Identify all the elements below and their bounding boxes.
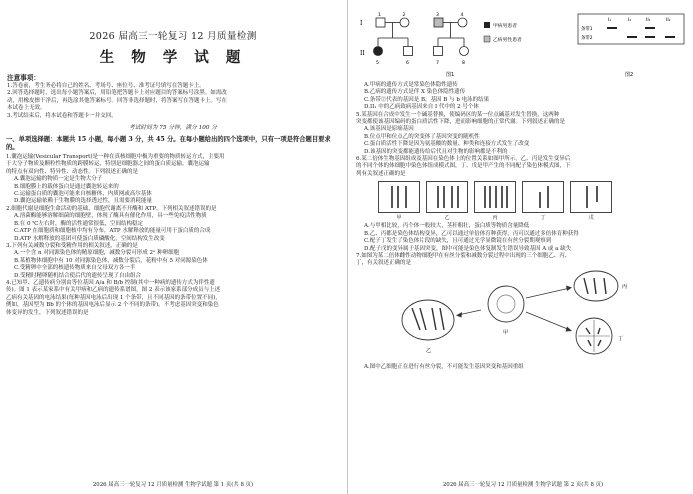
- cell-label: 丙: [492, 215, 498, 222]
- question-1: [6, 154, 340, 206]
- page-1: [6, 6, 340, 490]
- option-a: A.甲病的遗传方式是常染色体隐性遗传: [364, 82, 458, 88]
- arrow: [526, 312, 570, 330]
- electrophoresis-figure: [570, 8, 690, 80]
- member-number: 4: [460, 13, 464, 18]
- option-b: B.乙病的遗传方式是伴 X 染色体隐性遗传: [364, 89, 466, 96]
- chromosome: [484, 186, 486, 208]
- option-c: C.运输蛋白质的囊泡可能来自核糖体、内质网或高尔基体: [14, 191, 152, 198]
- pedigree-figure: [356, 8, 546, 80]
- option-c: C.配子丁发生了染色体片段的缺失，且可通过光学显微镜在有丝分裂期观察到: [364, 238, 552, 245]
- option-a: A.图中乙细胞正在进行有丝分裂，不可能发生基因突变和基因重组: [364, 363, 524, 370]
- question-stem: 传)。图 1 表示某家系中有关甲病和乙病的遗传系谱图，图 2 表示该家系部分成员与上述: [6, 287, 221, 294]
- chromosome: [437, 186, 439, 208]
- arrow-head: [456, 312, 462, 318]
- chromosome: [495, 186, 497, 208]
- cell-box: [474, 181, 516, 213]
- note-line: 1.答卷前，考生务必将自己的姓名、考场号、座位号、准考证号填写在答题卡上。: [7, 83, 205, 89]
- option-c: C.受精卵中全部的核遗传物质来自父母双方各一半: [14, 265, 136, 272]
- note-line: 2.回答选择题时，选出每小题答案后，用铅笔把答题卡上对应题目的答案标号涂黑。如需改: [7, 90, 227, 97]
- question-stem: 突变都使该基因编码的蛋白质活性下降，进而影响细胞的正常代谢。下列叙述正确的是: [356, 119, 566, 126]
- question-4: [6, 280, 340, 317]
- cell-figure: [570, 181, 612, 221]
- pedigree-male-affected: [434, 18, 443, 27]
- option-d: D.该基因的突变都能遗传给后代且对生物的影响都是不利的: [364, 148, 508, 155]
- gel-band: [645, 27, 655, 29]
- question-stem: 体变异的发生，下列叙述错误的是: [6, 309, 89, 316]
- chromosome: [586, 186, 588, 208]
- chromosome: [391, 186, 393, 208]
- column-label: I₂: [628, 18, 632, 23]
- question-stem: 4.已知甲、乙遗传病分别由等位基因 A/a 和 B/b 控制(其中一种病的遗传方式为伴性遗: [6, 279, 215, 286]
- option-b: B.在 0 ℃左右时，酶的活性通常很低，空间结构稳定: [14, 220, 143, 227]
- chromosome: [539, 192, 541, 208]
- page-footer: 2026 届高三一轮复习 12 月质量检测 生物学试题 第 2 页(共 8 页): [442, 482, 604, 488]
- arrow: [526, 288, 570, 298]
- cell-label: 甲: [396, 215, 402, 222]
- option-c: C.蛋白质活性下降是因为氨基酸的数量、种类和连接方式发生了改变: [364, 141, 530, 148]
- cell-outline: [488, 286, 524, 322]
- figure-caption: 图2: [625, 72, 634, 78]
- option-a: A.溶菌酶能够溶解细菌的细胞壁，体现了酶具有催化作用，具一些免疫活性物质: [14, 213, 207, 220]
- arrow-head: [566, 326, 573, 331]
- page-2: [356, 6, 690, 490]
- chromosome: [405, 186, 407, 208]
- question-stem: 的不同个体的体细胞中染色体组成模式图，丁、戊是甲产生的不同配子染色体模式图，下: [356, 163, 571, 170]
- cell-label: 甲: [503, 329, 509, 336]
- pedigree-female: [460, 47, 469, 56]
- member-number: 2: [402, 13, 406, 18]
- column-label: II₁: [646, 18, 651, 23]
- option-c: C.条带②代表的基因是 B，基因 B 与 b 电泳的结果: [364, 96, 490, 103]
- option-d: D.ATP 水解释放的基团可使蛋白质磷酸化，空间结构发生改变: [14, 235, 165, 242]
- pedigree-female-affected: [374, 47, 383, 56]
- chromosome: [489, 186, 491, 208]
- member-number: 8: [462, 61, 465, 66]
- question-stem: 列有关叙述正确的是: [356, 170, 406, 177]
- option-a: A.与甲相比较，丙个体一般较大，茎秆粗壮，蛋白质等物质含量降低: [364, 223, 530, 230]
- cell-box: [570, 181, 612, 213]
- cell-label: 乙: [444, 215, 450, 222]
- question-stem: 5.某基因在合成中发生一个碱基替换，使编码区的某一位点碱基对发生替换，这两种: [356, 111, 560, 118]
- note-line: 动，用橡皮擦干净后，再选涂其他答案标号。回答非选择题时，将答案写在答题卡上。写在: [7, 97, 228, 104]
- question-4-options: [356, 82, 690, 112]
- cell-label: 丁: [618, 335, 624, 342]
- question-6: [356, 156, 690, 253]
- chromosome: [596, 186, 598, 202]
- option-d: D.囊泡运输依赖于生物膜的选择透过性，且需要消耗能量: [14, 198, 152, 205]
- legend-label: 甲病男患者: [493, 24, 517, 29]
- cell-figure: [426, 181, 468, 221]
- cell-figure: [378, 181, 420, 221]
- question-2: [6, 206, 340, 243]
- question-stem: 1.囊泡运输(Vesicular Transport)是一种在真核细胞中极为重要的物质转运方式，主要用: [6, 154, 225, 161]
- pedigree-male: [434, 47, 443, 56]
- option-b: B.细胞膜上的载体蛋白是通过囊泡转运来的: [14, 183, 119, 190]
- cell-box: [426, 181, 468, 213]
- question-stem: 的特点有双向性、特异性、动态性。下列叙述正确的是: [6, 168, 139, 175]
- member-number: 1: [378, 13, 381, 18]
- question-stem: 于大分子物质及颗粒性物质的跨膜转运，特别是细胞器之间的蛋白质运输。囊泡运输: [6, 161, 210, 168]
- member-number: 5: [376, 61, 379, 66]
- cell-label: 乙: [426, 347, 432, 354]
- figure-caption: 图1: [446, 72, 455, 78]
- chromosome: [501, 186, 503, 208]
- chromosome-figures: [378, 181, 690, 221]
- page-footer: 2026 届高三一轮复习 12 月质量检测 生物学试题 第 1 页(共 8 页): [92, 482, 254, 488]
- generation-label: I: [360, 20, 363, 27]
- pedigree-female: [400, 18, 409, 27]
- question-stem: 2.细胞代谢是细胞生命活动的基础，细胞代谢离不开酶和 ATP。下列相关叙述错误的是: [6, 205, 217, 212]
- pedigree-female: [458, 18, 467, 27]
- legend-swatch-disease-a: [484, 22, 490, 28]
- figures-row: [356, 8, 690, 82]
- option-b: B.位点甲和位点乙的突变体了基因突变的随机性: [364, 133, 480, 140]
- row-label: 条带2: [581, 36, 593, 41]
- member-number: 3: [436, 13, 439, 18]
- cell-box: [378, 181, 420, 213]
- member-number: 7: [436, 61, 439, 66]
- option-d: D.受精时精卵随机结合使后代的遗传呈现了自由组合: [14, 272, 141, 279]
- legend-swatch-disease-b: [484, 36, 490, 42]
- option-b: B.乙、丙都是染色体结构变异，乙可以通过单倍体育种获得，丙可以通过多倍体育种获得: [364, 230, 579, 237]
- cell-figure: [522, 181, 564, 221]
- chromosome: [443, 186, 445, 208]
- chromosome: [506, 186, 508, 208]
- question-stem: 7.如图为某二倍体雌性动物细胞甲在有丝分裂和减数分裂过程中出现的三个细胞乙、丙、: [356, 252, 571, 259]
- option-d: D.II₁ 中的乙病致病基因来自 I 代中的 2 号个体: [364, 104, 479, 111]
- cell-label: 丁: [540, 215, 546, 222]
- cell-box: [522, 181, 564, 213]
- subject-title: 生 物 学 试 题: [99, 49, 247, 66]
- gel-band: [627, 36, 637, 38]
- cell-figure: [474, 181, 516, 221]
- option-d: D.配子戊的变异属于基因突变，图中可能是染色体复制发生错误导致基因 A 或 a 缺失: [364, 245, 572, 252]
- section-title: 一、单项选择题：本题共 15 小题，每小题 3 分，共 45 分。在每小题给出的四个选项中，只有一项是符合题目要求的。: [6, 136, 331, 152]
- question-3: [6, 243, 340, 280]
- member-number: 6: [406, 61, 409, 66]
- chromosome: [457, 186, 459, 208]
- cell-outline: [402, 300, 454, 340]
- pedigree-male: [376, 18, 385, 27]
- gel-band: [645, 36, 655, 38]
- column-label: I₁: [608, 18, 612, 23]
- gel-band: [665, 36, 675, 38]
- option-c: C.ATP 在细胞质和细胞核中均有分布，ATP 水解释放的能量可用于蛋白质的合成: [14, 228, 211, 235]
- option-b: B.某植物体细胞中有 10 对同源染色体，减数分裂后，花粉中有 5 对同源染色体: [14, 257, 208, 264]
- row-label: 条带1: [581, 27, 593, 32]
- column-label: II₂: [666, 18, 671, 23]
- arrow-head: [566, 285, 572, 291]
- chromosome: [451, 186, 453, 208]
- exam-name: 2026 届高三一轮复习 12 月质量检测: [89, 31, 257, 42]
- note-line: 3.考试结束后，将本试卷和答题卡一并交回。: [7, 112, 117, 119]
- cell-label: 戊: [588, 215, 594, 222]
- cell-label: 丙: [622, 283, 628, 290]
- legend-label: 乙病男性患者: [493, 38, 522, 43]
- pedigree-male: [404, 47, 413, 56]
- chromosome: [397, 186, 399, 208]
- question-5: [356, 112, 690, 156]
- question-stem: 6.某二倍体生物基因组成及基因在染色体上的位置关系如图甲所示，乙、丙是发生变异后: [356, 156, 571, 163]
- option-a: A.一个含 n 对同源染色体的精原细胞，减数分裂可形成 2ⁿ 种卵细胞: [14, 250, 180, 257]
- question-7: [356, 253, 690, 371]
- exam-time-score: 考试时间为 75 分钟，满分 100 分: [129, 125, 217, 132]
- question-stem: 3.下列有关减数分裂和受精作用的相关叙述，正确的是: [6, 242, 138, 249]
- question-stem: 丁，有关叙述正确的是: [356, 260, 412, 267]
- notes-title: 注意事项：: [7, 74, 40, 82]
- gel-band: [607, 27, 617, 29]
- option-a: A.囊泡运输的物质一定是生物大分子: [14, 176, 103, 183]
- option-a: A.该基因是原癌基因: [364, 126, 414, 133]
- question-stem: 例如，基因型为 Bb 的个体的基因电泳后显示 2 个不同的条带)。不考虑基因突变和染色: [6, 302, 219, 309]
- page-divider: [347, 0, 348, 494]
- question-stem: 乙病有关基因的电泳结果(每种基因电泳后出现 1 个条带，且不同基因的条带位置不同)，: [6, 294, 221, 301]
- cell-division-figure: [356, 268, 690, 360]
- chromosome: [547, 186, 549, 208]
- note-line: 本试卷上无效。: [7, 105, 46, 112]
- cell-outline: [574, 271, 618, 301]
- generation-label: II: [360, 50, 365, 57]
